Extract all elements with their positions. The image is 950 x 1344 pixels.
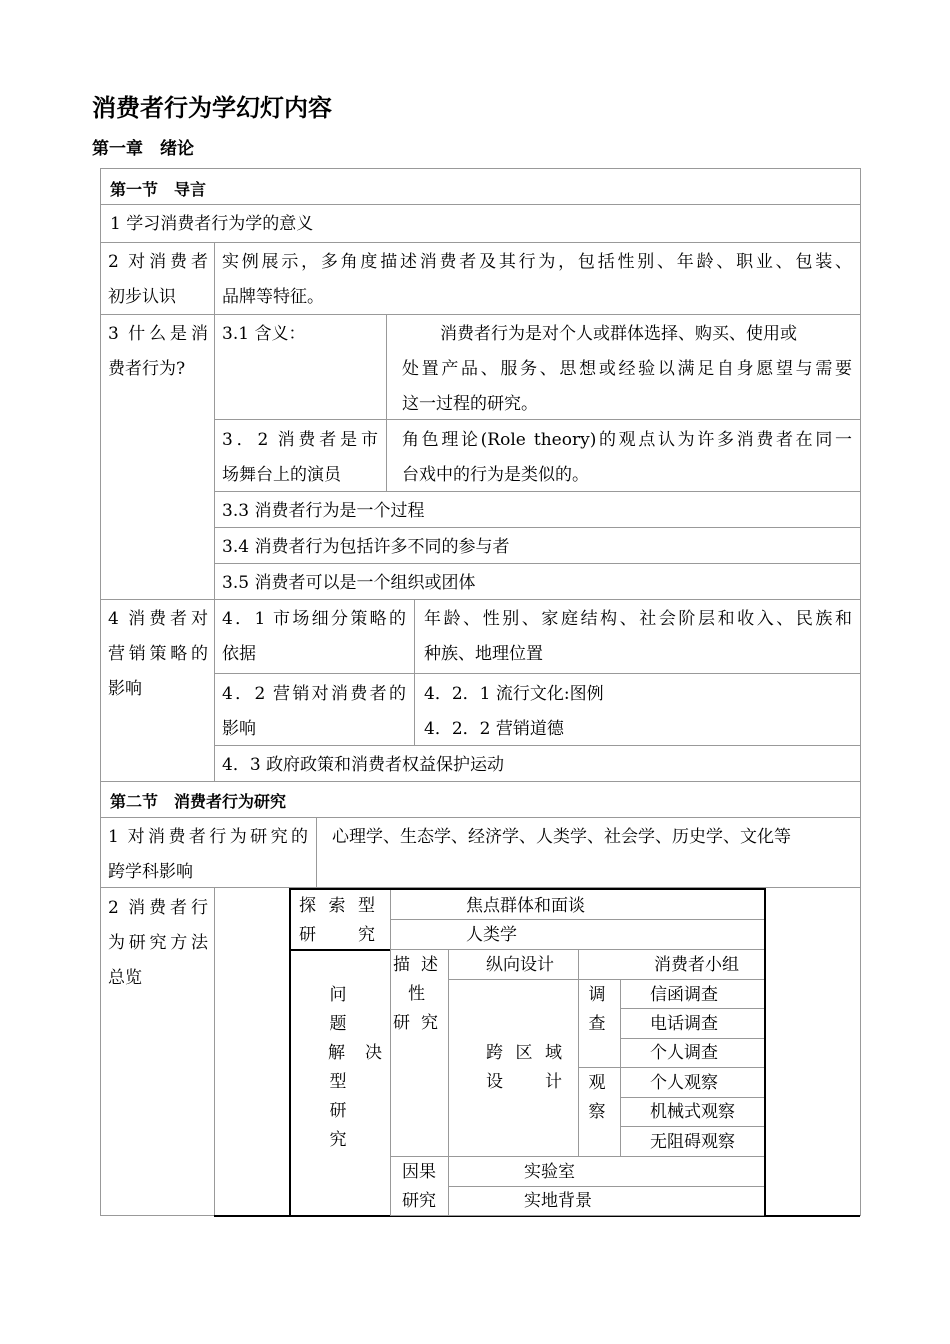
causal-label-2: 研究 bbox=[402, 1191, 436, 1211]
section-heading-research: 第二节 消费者行为研究 bbox=[110, 792, 287, 811]
descriptive-label-1: 描述 bbox=[393, 955, 438, 975]
phone-survey-label: 电话调查 bbox=[650, 1014, 718, 1034]
exploratory-label-1: 探索型 bbox=[299, 896, 375, 916]
definition-text-1: 消费者行为是对个人或群体选择、购买、使用或 bbox=[440, 324, 797, 344]
item-initial-understanding-label-2: 初步认识 bbox=[108, 287, 176, 307]
marketing-impact-label-3: 影响 bbox=[108, 679, 142, 699]
marketing-ethics-item: 4．2．2 营销道德 bbox=[424, 719, 564, 739]
causal-label-1: 因果 bbox=[402, 1162, 436, 1182]
item-initial-understanding-content-2: 品牌等特征。 bbox=[222, 287, 324, 307]
actor-label-1: 3．2 消费者是市 bbox=[222, 430, 378, 450]
longitudinal-label: 纵向设计 bbox=[486, 955, 554, 975]
disciplines-list: 心理学、生态学、经济学、人类学、社会学、历史学、文化等 bbox=[332, 827, 791, 847]
definition-text-2: 处置产品、服务、思想或经验以满足自身愿望与需要 bbox=[402, 359, 852, 379]
marketing-effect-label-2: 影响 bbox=[222, 719, 256, 739]
section-heading-intro: 第一节 导言 bbox=[110, 180, 207, 199]
survey-label: 调 查 bbox=[588, 985, 606, 1034]
personal-observation-label: 个人观察 bbox=[650, 1073, 718, 1093]
interdisciplinary-label-2: 跨学科影响 bbox=[108, 862, 193, 882]
laboratory-label: 实验室 bbox=[524, 1162, 575, 1182]
item-what-is-label-2: 费者行为? bbox=[108, 359, 186, 379]
item-initial-understanding-content: 实例展示，多角度描述消费者及其行为，包括性别、年龄、职业、包装、 bbox=[222, 252, 852, 272]
segmentation-label-2: 依据 bbox=[222, 644, 256, 664]
role-theory-text-2: 台戏中的行为是类似的。 bbox=[402, 465, 589, 485]
role-theory-text-1: 角色理论(Role theory)的观点认为许多消费者在同一 bbox=[402, 430, 852, 450]
segmentation-label-1: 4．1 市场细分策略的 bbox=[222, 609, 406, 629]
actor-label-2: 场舞台上的演员 bbox=[222, 465, 341, 485]
methods-label-2: 为研究方法 bbox=[108, 933, 208, 953]
methods-label-3: 总览 bbox=[108, 968, 142, 988]
item-significance: 1 学习消费者行为学的意义 bbox=[110, 214, 314, 234]
methods-label-1: 2 消费者行 bbox=[108, 898, 208, 918]
cross-sectional-label-1: 跨区域 bbox=[486, 1043, 562, 1063]
focus-group-label: 焦点群体和面谈 bbox=[466, 896, 585, 916]
marketing-impact-label-1: 4 消费者对 bbox=[108, 609, 208, 629]
marketing-impact-label-2: 营销策略的 bbox=[108, 644, 208, 664]
organization-item: 3.5 消费者可以是一个组织或团体 bbox=[222, 573, 476, 593]
chapter-heading: 第一章 绪论 bbox=[92, 139, 194, 159]
item-initial-understanding-label: 2 对消费者 bbox=[108, 252, 208, 272]
descriptive-label-3: 研究 bbox=[393, 1013, 438, 1033]
mail-survey-label: 信函调查 bbox=[650, 985, 718, 1005]
problem-solving-label-1: 问 题 bbox=[329, 985, 347, 1034]
consumer-panel-label: 消费者小组 bbox=[654, 955, 739, 975]
problem-solving-label-2: 解 决 bbox=[328, 1043, 382, 1063]
marketing-effect-label-1: 4．2 营销对消费者的 bbox=[222, 684, 406, 704]
problem-solving-label-3: 型 研 究 bbox=[329, 1072, 347, 1150]
participants-item: 3.4 消费者行为包括许多不同的参与者 bbox=[222, 537, 510, 557]
anthropology-label: 人类学 bbox=[466, 925, 517, 945]
definition-text-3: 这一过程的研究。 bbox=[402, 394, 538, 414]
exploratory-label-2: 研究 bbox=[299, 925, 375, 945]
cross-sectional-label-2: 设计 bbox=[486, 1072, 562, 1092]
unobtrusive-observation-label: 无阻碍观察 bbox=[650, 1132, 735, 1152]
pop-culture-item: 4．2．1 流行文化:图例 bbox=[424, 684, 604, 704]
document-title: 消费者行为学幻灯内容 bbox=[92, 94, 332, 122]
definition-label: 3.1 含义： bbox=[222, 324, 306, 344]
item-what-is-label: 3 什么是消 bbox=[108, 324, 208, 344]
personal-survey-label: 个人调查 bbox=[650, 1043, 718, 1063]
observation-label: 观 察 bbox=[588, 1073, 606, 1122]
process-item: 3.3 消费者行为是一个过程 bbox=[222, 501, 425, 521]
mechanical-observation-label: 机械式观察 bbox=[650, 1102, 735, 1122]
segmentation-text-2: 种族、地理位置 bbox=[424, 644, 543, 664]
descriptive-label-2: 性 bbox=[408, 984, 425, 1004]
policy-item: 4．3 政府政策和消费者权益保护运动 bbox=[222, 755, 505, 775]
segmentation-text-1: 年龄、性别、家庭结构、社会阶层和收入、民族和 bbox=[424, 609, 852, 629]
field-setting-label: 实地背景 bbox=[524, 1191, 592, 1211]
interdisciplinary-label-1: 1 对消费者行为研究的 bbox=[108, 827, 308, 847]
